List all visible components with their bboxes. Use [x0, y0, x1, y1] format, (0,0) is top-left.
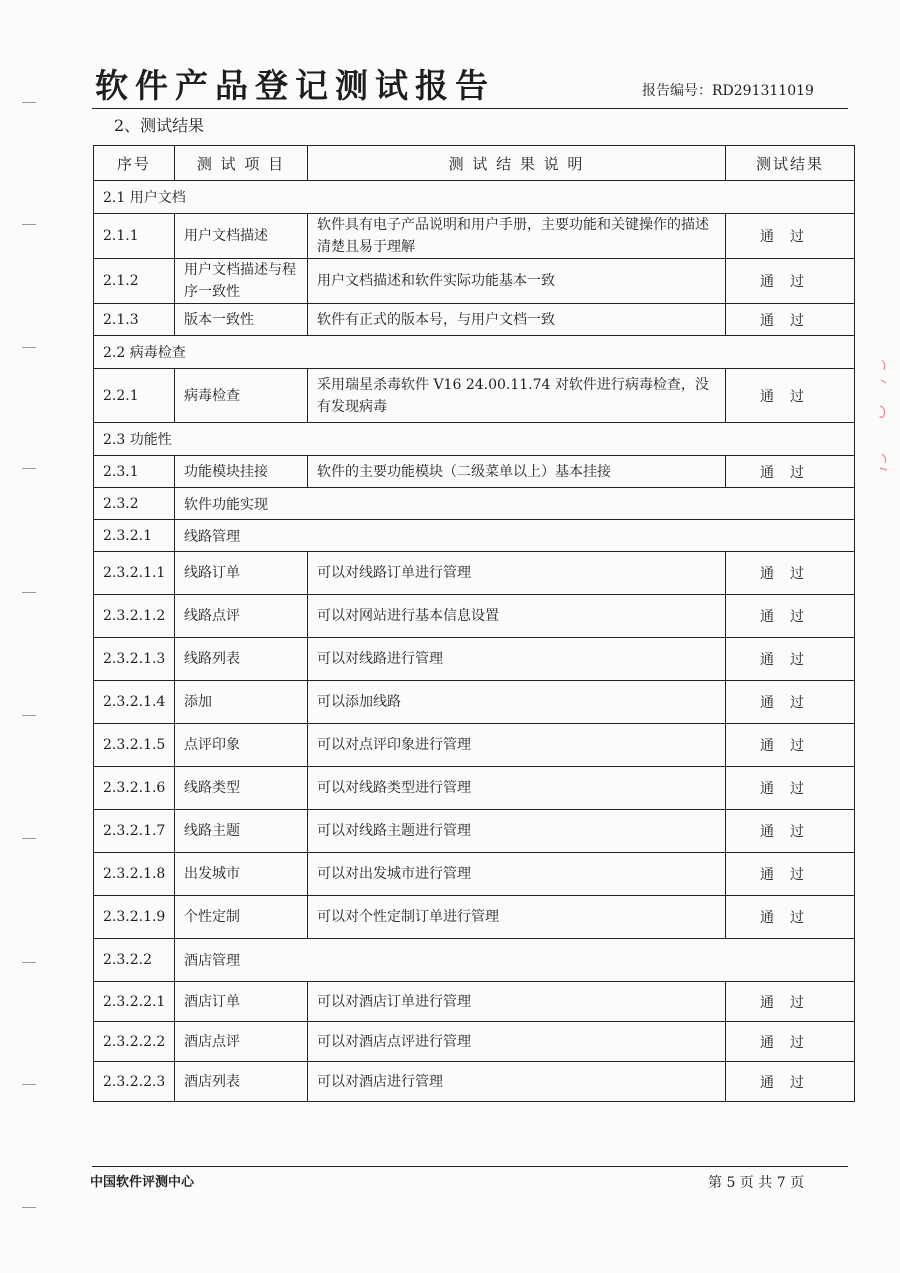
table-row	[94, 724, 855, 767]
test-result: 通过	[726, 304, 855, 336]
row-number: 2.1.2	[94, 259, 175, 304]
row-number: 2.3.2.2	[94, 939, 175, 982]
row-number: 2.3.2.1.2	[94, 595, 175, 638]
row-number: 2.3.2	[94, 488, 175, 520]
row-number: 2.3.2.1.3	[94, 638, 175, 681]
table-row	[94, 595, 855, 638]
table-row	[94, 853, 855, 896]
group-heading: 软件功能实现	[175, 488, 855, 520]
section-title: 2、测试结果	[114, 116, 205, 135]
test-item: 酒店列表	[175, 1062, 308, 1102]
result-description: 软件的主要功能模块（二级菜单以上）基本挂接	[308, 456, 726, 488]
result-description: 可以对酒店进行管理	[308, 1062, 726, 1102]
test-item: 酒店订单	[175, 982, 308, 1022]
section-row	[94, 336, 855, 369]
row-number: 2.1.1	[94, 214, 175, 259]
result-description: 软件具有电子产品说明和用户手册，主要功能和关键操作的描述清楚且易于理解	[308, 214, 726, 259]
result-description: 可以对点评印象进行管理	[308, 724, 726, 767]
test-result: 通过	[726, 982, 855, 1022]
table-row	[94, 369, 855, 423]
group-heading: 酒店管理	[175, 939, 855, 982]
footer-organization: 中国软件评测中心	[90, 1175, 195, 1190]
test-item: 线路列表	[175, 638, 308, 681]
test-result: 通过	[726, 767, 855, 810]
test-item: 添加	[175, 681, 308, 724]
test-item: 功能模块挂接	[175, 456, 308, 488]
document-title: 软件产品登记测试报告	[95, 66, 495, 105]
table-row	[94, 681, 855, 724]
result-description: 可以对线路类型进行管理	[308, 767, 726, 810]
result-description: 可以对网站进行基本信息设置	[308, 595, 726, 638]
test-result: 通过	[726, 638, 855, 681]
result-description: 用户文档描述和软件实际功能基本一致	[308, 259, 726, 304]
section-row	[94, 181, 855, 214]
result-description: 可以对线路主题进行管理	[308, 810, 726, 853]
test-result: 通过	[726, 259, 855, 304]
table-row	[94, 810, 855, 853]
report-number: 报告编号：RD291311019	[642, 83, 814, 99]
test-result: 通过	[726, 456, 855, 488]
row-number: 2.3.2.1	[94, 520, 175, 552]
row-number: 2.3.2.1.7	[94, 810, 175, 853]
table-body	[94, 181, 855, 1102]
test-result: 通过	[726, 896, 855, 939]
test-item: 个性定制	[175, 896, 308, 939]
row-number: 2.1.3	[94, 304, 175, 336]
table-row	[94, 767, 855, 810]
result-description: 可以添加线路	[308, 681, 726, 724]
table-row	[94, 638, 855, 681]
test-item: 点评印象	[175, 724, 308, 767]
table-row	[94, 896, 855, 939]
row-number: 2.3.2.2.3	[94, 1062, 175, 1102]
result-description: 软件有正式的版本号，与用户文档一致	[308, 304, 726, 336]
table-row	[94, 1062, 855, 1102]
section-row	[94, 423, 855, 456]
test-item: 病毒检查	[175, 369, 308, 423]
partial-stamp-mark	[876, 350, 894, 480]
row-number: 2.3.2.1.4	[94, 681, 175, 724]
row-number: 2.3.2.1.1	[94, 552, 175, 595]
test-result: 通过	[726, 1062, 855, 1102]
test-item: 线路订单	[175, 552, 308, 595]
table-header-row	[94, 146, 855, 181]
table-row	[94, 982, 855, 1022]
column-header-no: 序号	[94, 146, 175, 181]
result-description: 可以对酒店订单进行管理	[308, 982, 726, 1022]
row-number: 2.3.2.1.9	[94, 896, 175, 939]
table-row	[94, 304, 855, 336]
column-header-description: 测 试 结 果 说 明	[308, 146, 726, 181]
test-item: 出发城市	[175, 853, 308, 896]
test-result: 通过	[726, 853, 855, 896]
test-results-table	[93, 145, 855, 1102]
test-result: 通过	[726, 552, 855, 595]
row-number: 2.3.2.2.1	[94, 982, 175, 1022]
table-row	[94, 214, 855, 259]
test-result: 通过	[726, 1022, 855, 1062]
test-result: 通过	[726, 214, 855, 259]
table-row	[94, 456, 855, 488]
test-item: 用户文档描述	[175, 214, 308, 259]
group-heading: 线路管理	[175, 520, 855, 552]
result-description: 可以对个性定制订单进行管理	[308, 896, 726, 939]
result-description: 可以对线路进行管理	[308, 638, 726, 681]
section-heading: 2.2 病毒检查	[94, 336, 855, 369]
row-number: 2.3.2.1.8	[94, 853, 175, 896]
test-result: 通过	[726, 595, 855, 638]
result-description: 可以对线路订单进行管理	[308, 552, 726, 595]
row-number: 2.3.2.2.2	[94, 1022, 175, 1062]
table-row	[94, 1022, 855, 1062]
test-item: 线路类型	[175, 767, 308, 810]
result-description: 采用瑞星杀毒软件 V16 24.00.11.74 对软件进行病毒检查，没有发现病毒	[308, 369, 726, 423]
test-result: 通过	[726, 810, 855, 853]
test-item: 版本一致性	[175, 304, 308, 336]
row-number: 2.3.1	[94, 456, 175, 488]
test-result: 通过	[726, 369, 855, 423]
test-result: 通过	[726, 724, 855, 767]
section-heading: 2.1 用户文档	[94, 181, 855, 214]
table-row	[94, 552, 855, 595]
group-row	[94, 488, 855, 520]
result-description: 可以对酒店点评进行管理	[308, 1022, 726, 1062]
test-item: 酒店点评	[175, 1022, 308, 1062]
row-number: 2.3.2.1.6	[94, 767, 175, 810]
table-row	[94, 259, 855, 304]
column-header-item: 测 试 项 目	[175, 146, 308, 181]
page-number: 第 5 页 共 7 页	[708, 1175, 805, 1191]
test-item: 线路主题	[175, 810, 308, 853]
test-result: 通过	[726, 681, 855, 724]
row-number: 2.2.1	[94, 369, 175, 423]
footer-rule	[92, 1166, 848, 1167]
result-description: 可以对出发城市进行管理	[308, 853, 726, 896]
row-number: 2.3.2.1.5	[94, 724, 175, 767]
test-item: 用户文档描述与程序一致性	[175, 259, 308, 304]
header-rule	[92, 108, 848, 109]
group-row	[94, 939, 855, 982]
column-header-result: 测试结果	[726, 146, 855, 181]
section-heading: 2.3 功能性	[94, 423, 855, 456]
group-row	[94, 520, 855, 552]
test-item: 线路点评	[175, 595, 308, 638]
